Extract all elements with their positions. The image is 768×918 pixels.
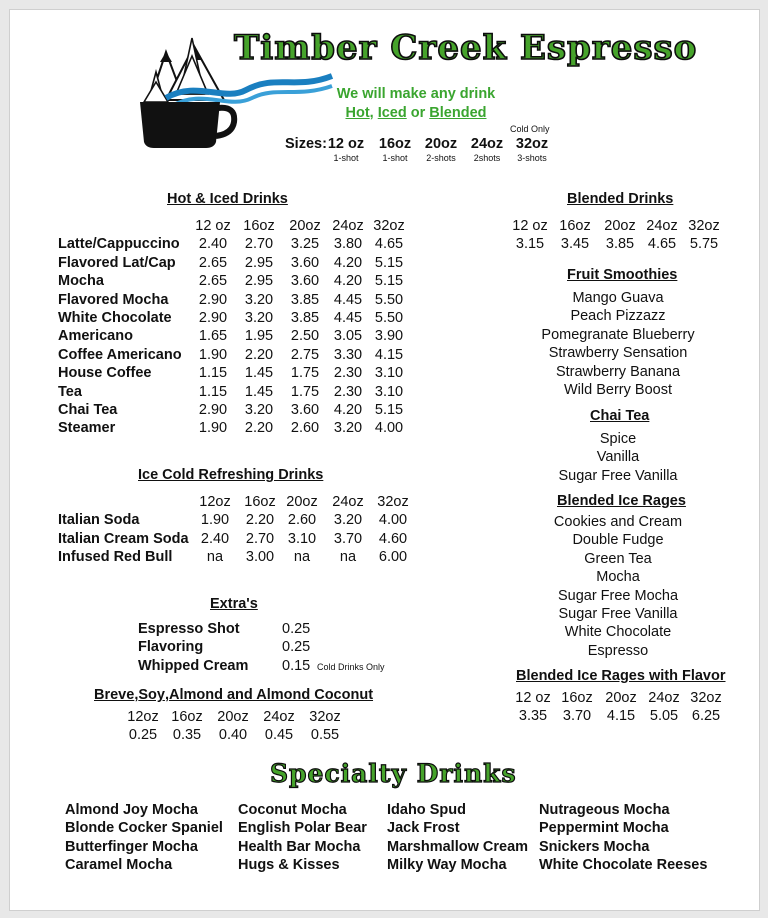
size-option (512, 136, 552, 163)
price-cell: 6.00 (378, 549, 408, 566)
shop-title: Timber Creek Espresso (234, 28, 698, 68)
milk-title (94, 687, 373, 703)
price-cell: 1.90 (200, 512, 230, 529)
drink-name: Infused Red Bull (58, 549, 173, 566)
price-cell: 2.65 (198, 254, 228, 271)
price-cell: na (293, 549, 311, 566)
price-cell: 3.70 (562, 708, 592, 725)
price-cell: 3.25 (290, 236, 320, 253)
price-cell: 3.35 (518, 708, 548, 725)
table-row (58, 402, 428, 420)
price-cell: 3.85 (290, 309, 320, 326)
price-cell: 3.20 (244, 401, 274, 418)
table-row (58, 255, 428, 273)
list-item: Snickers Mocha (539, 838, 650, 855)
size-value: 20oz (424, 136, 458, 152)
price-cell: 5.15 (374, 273, 404, 290)
price-cell: 2.90 (198, 309, 228, 326)
price-row (508, 708, 738, 726)
extras-price: 0.25 (282, 621, 311, 637)
table-header-row (505, 218, 735, 236)
column-header: 24oz (332, 494, 364, 510)
price-cell: 3.85 (290, 291, 320, 308)
drink-name: Tea (58, 383, 82, 400)
extras-title: Extra's (210, 596, 258, 612)
tagline-or: or (406, 105, 430, 121)
drink-name: Italian Soda (58, 512, 140, 529)
size-value: 24oz (470, 136, 504, 152)
price-cell: 2.60 (290, 420, 320, 437)
table-row (58, 236, 428, 254)
list-item: English Polar Bear (238, 820, 367, 837)
price-cell: 2.20 (244, 420, 274, 437)
price-cell: 3.20 (244, 291, 274, 308)
table-row (58, 512, 438, 530)
chai-title: Chai Tea (590, 408, 650, 424)
price-cell: 1.95 (244, 328, 274, 345)
price-cell: 2.90 (198, 291, 228, 308)
price-cell: 4.20 (333, 401, 363, 418)
smoothies-list (518, 289, 718, 399)
list-item: Espresso (587, 642, 649, 659)
extras-row (138, 657, 385, 676)
list-item: Cookies and Cream (553, 514, 683, 530)
list-item: White Chocolate (564, 624, 672, 641)
specialty-title: Specialty Drinks (270, 759, 517, 788)
price-cell: 3.10 (374, 383, 404, 400)
milk-rest: Almond and Almond Coconut (168, 687, 374, 703)
specialty-column (387, 801, 528, 875)
ice-cold-title: Ice Cold Refreshing Drinks (138, 467, 324, 483)
list-item: Sugar Free Mocha (557, 587, 679, 604)
price-cell: 1.90 (198, 346, 228, 363)
hot-iced-title: Hot & Iced Drinks (167, 191, 288, 207)
column-header: 16oz (561, 690, 593, 706)
column-header: 12oz (127, 709, 159, 725)
list-item: Sugar Free Vanilla (558, 606, 678, 623)
drink-name: Chai Tea (58, 401, 118, 418)
extras-name: Whipped Cream (138, 657, 249, 674)
drink-name: Latte/Cappuccino (58, 236, 180, 253)
drink-name: Coffee Americano (58, 346, 182, 363)
price-cell: 2.70 (245, 530, 275, 547)
price-cell: 2.75 (290, 346, 320, 363)
price-cell: 2.65 (198, 273, 228, 290)
tagline-hot: Hot (345, 105, 370, 121)
price-cell: 3.90 (374, 328, 404, 345)
list-item: Wild Berry Boost (564, 382, 672, 399)
ice-rages-title: Blended Ice Rages (557, 493, 686, 509)
column-header: 24oz (332, 218, 364, 234)
price-cell: 0.35 (172, 727, 202, 744)
list-item: Health Bar Mocha (238, 838, 361, 855)
price-cell: 4.65 (374, 236, 404, 253)
price-cell: 1.65 (198, 328, 228, 345)
price-cell: 2.95 (244, 254, 274, 271)
blended-title: Blended Drinks (567, 191, 674, 207)
extras-price: 0.15 (282, 657, 311, 674)
table-row (58, 384, 428, 402)
size-option (467, 136, 507, 163)
size-shots: 2-shots (426, 153, 456, 163)
table-header-row (58, 494, 438, 512)
price-cell: 3.80 (333, 236, 363, 253)
list-item: Mango Guava (572, 290, 664, 306)
drink-name: Flavored Mocha (58, 291, 169, 308)
table-header-row (118, 709, 358, 727)
column-header: 12 oz (515, 690, 551, 706)
price-cell: 5.05 (649, 708, 679, 725)
sizes-label: Sizes: (285, 136, 327, 152)
price-cell: na (339, 549, 357, 566)
price-cell: 3.85 (605, 236, 635, 253)
drink-name: Mocha (58, 273, 104, 290)
column-header: 12 oz (195, 218, 231, 234)
column-header: 32oz (373, 218, 405, 234)
column-header: 16oz (171, 709, 203, 725)
drink-name: Flavored Lat/Cap (58, 254, 176, 271)
column-header: 16oz (244, 494, 276, 510)
column-header: 20oz (217, 709, 249, 725)
drink-name: White Chocolate (58, 309, 172, 326)
column-header: 20oz (605, 690, 637, 706)
price-cell: 4.60 (378, 530, 408, 547)
price-cell: 3.20 (333, 512, 363, 529)
size-shots: 1-shot (333, 153, 359, 163)
size-shots: 3-shots (517, 153, 547, 163)
tagline-line2 (316, 104, 516, 123)
price-cell: 3.05 (333, 328, 363, 345)
price-cell: 0.55 (310, 727, 340, 744)
price-cell: 4.20 (333, 254, 363, 271)
price-cell: 5.50 (374, 309, 404, 326)
drink-name: Steamer (58, 420, 116, 437)
list-item: Blonde Cocker Spaniel (65, 820, 223, 837)
price-cell: 2.40 (198, 236, 228, 253)
ice-rages-flavor-table (508, 690, 738, 727)
table-row (58, 328, 428, 346)
column-header: 16oz (559, 218, 591, 234)
extras-row (138, 621, 378, 639)
size-value: 16oz (378, 136, 412, 152)
table-row (58, 292, 428, 310)
extras-row (138, 639, 378, 657)
price-cell: 2.95 (244, 273, 274, 290)
extras-price: 0.25 (282, 639, 311, 656)
price-cell: 2.30 (333, 383, 363, 400)
milk-soy: Soy (138, 687, 165, 703)
price-cell: 3.00 (245, 549, 275, 566)
milk-sep: , (134, 687, 139, 703)
cold-only-note: Cold Only (510, 124, 550, 134)
list-item: Peppermint Mocha (539, 820, 669, 837)
column-header: 32oz (309, 709, 341, 725)
extras-note: Cold Drinks Only (317, 661, 385, 672)
size-option (375, 136, 415, 163)
price-cell: 4.00 (378, 512, 408, 529)
price-cell: 1.45 (244, 365, 274, 382)
column-header: 16oz (243, 218, 275, 234)
drink-name: Italian Cream Soda (58, 530, 189, 547)
price-cell: 0.25 (128, 727, 158, 744)
price-cell: 2.30 (333, 365, 363, 382)
list-item: Spice (599, 431, 637, 447)
tagline (316, 85, 516, 123)
price-cell: 1.45 (244, 383, 274, 400)
price-cell: 3.10 (374, 365, 404, 382)
list-item: Caramel Mocha (65, 857, 173, 874)
price-cell: 2.20 (245, 512, 275, 529)
extras-name: Espresso Shot (138, 621, 240, 637)
tagline-iced: Iced (377, 105, 407, 121)
price-cell: 3.45 (560, 236, 590, 253)
price-row (505, 236, 735, 254)
price-cell: 3.70 (333, 530, 363, 547)
price-cell: 3.15 (515, 236, 545, 253)
price-cell: 3.20 (333, 420, 363, 437)
price-cell: 5.15 (374, 254, 404, 271)
list-item: Hugs & Kisses (238, 857, 340, 874)
price-cell: 2.20 (244, 346, 274, 363)
column-header: 20oz (604, 218, 636, 234)
price-cell: 4.20 (333, 273, 363, 290)
specialty-column (65, 801, 223, 875)
column-header: 12oz (199, 494, 231, 510)
price-cell: 1.15 (198, 365, 228, 382)
list-item: Pomegranate Blueberry (541, 326, 695, 343)
price-cell: 1.90 (198, 420, 228, 437)
price-cell: 3.10 (287, 530, 317, 547)
price-cell: 4.15 (374, 346, 404, 363)
tagline-blended: Blended (429, 105, 487, 121)
table-row (58, 310, 428, 328)
chai-list (518, 430, 718, 485)
price-cell: 3.30 (333, 346, 363, 363)
list-item: Strawberry Banana (555, 363, 681, 380)
table-row (58, 365, 428, 383)
milk-sep-2: , (164, 687, 169, 703)
price-row (118, 727, 358, 745)
milk-table (118, 709, 358, 746)
hot-iced-rows (58, 236, 428, 438)
tagline-line1: We will make any drink (336, 86, 496, 102)
smoothies-title: Fruit Smoothies (567, 267, 678, 283)
list-item: Almond Joy Mocha (65, 802, 198, 818)
tagline-comma: , (369, 105, 378, 121)
price-cell: 0.45 (264, 727, 294, 744)
list-item: White Chocolate Reeses (539, 857, 708, 874)
list-item: Jack Frost (387, 820, 460, 837)
column-header: 20oz (286, 494, 318, 510)
price-cell: 5.75 (689, 236, 719, 253)
specialty-column (539, 801, 707, 875)
price-cell: 1.75 (290, 383, 320, 400)
price-cell: 3.60 (290, 254, 320, 271)
price-cell: na (206, 549, 224, 566)
list-item: Milky Way Mocha (387, 857, 507, 874)
ice-rages-flavor-title: Blended Ice Rages with Flavor (516, 668, 726, 684)
size-value: 32oz (515, 136, 549, 152)
price-cell: 4.65 (647, 236, 677, 253)
column-header: 24oz (263, 709, 295, 725)
table-header-row (508, 690, 738, 708)
table-row (58, 347, 428, 365)
price-cell: 0.40 (218, 727, 248, 744)
column-header: 24oz (646, 218, 678, 234)
extras-name: Flavoring (138, 639, 204, 656)
ice-rages-list (518, 513, 718, 660)
list-item: Coconut Mocha (238, 802, 347, 818)
size-shots: 1-shot (382, 153, 408, 163)
price-cell: 2.50 (290, 328, 320, 345)
specialty-column (238, 801, 367, 875)
column-header: 32oz (690, 690, 722, 706)
size-shots: 2shots (473, 153, 501, 163)
price-cell: 3.60 (290, 401, 320, 418)
price-cell: 4.00 (374, 420, 404, 437)
list-item: Marshmallow Cream (387, 838, 529, 855)
price-cell: 4.45 (333, 309, 363, 326)
price-cell: 2.60 (287, 512, 317, 529)
ice-cold-table (58, 494, 438, 568)
column-header: 24oz (648, 690, 680, 706)
drink-name: Americano (58, 328, 133, 345)
extras-list (138, 621, 385, 676)
price-cell: 3.20 (244, 309, 274, 326)
price-cell: 5.50 (374, 291, 404, 308)
size-option (326, 136, 366, 163)
price-cell: 2.90 (198, 401, 228, 418)
list-item: Double Fudge (572, 532, 664, 549)
hot-iced-table (58, 218, 428, 439)
list-item: Vanilla (596, 449, 640, 466)
column-header: 20oz (289, 218, 321, 234)
drink-name: House Coffee (58, 365, 152, 382)
price-cell: 4.15 (606, 708, 636, 725)
price-cell: 2.40 (200, 530, 230, 547)
list-item: Strawberry Sensation (548, 345, 688, 362)
price-cell: 6.25 (691, 708, 721, 725)
list-item: Peach Pizzazz (570, 308, 666, 325)
milk-breve: Breve (94, 687, 135, 703)
list-item: Nutrageous Mocha (539, 802, 670, 818)
list-item: Mocha (596, 569, 640, 586)
table-row (58, 420, 428, 438)
table-header-row (58, 218, 428, 236)
price-cell: 2.70 (244, 236, 274, 253)
table-row (58, 531, 438, 549)
column-header: 32oz (377, 494, 409, 510)
price-cell: 1.15 (198, 383, 228, 400)
price-cell: 4.45 (333, 291, 363, 308)
price-cell: 1.75 (290, 365, 320, 382)
list-item: Butterfinger Mocha (65, 838, 198, 855)
list-item: Idaho Spud (387, 802, 466, 818)
list-item: Sugar Free Vanilla (558, 467, 678, 484)
list-item: Green Tea (584, 550, 652, 567)
table-row (58, 549, 438, 567)
column-header: 32oz (688, 218, 720, 234)
column-header: 12 oz (512, 218, 548, 234)
size-value: 12 oz (327, 136, 365, 152)
blended-table (505, 218, 735, 255)
price-cell: 3.60 (290, 273, 320, 290)
price-cell: 5.15 (374, 401, 404, 418)
ice-cold-rows (58, 512, 438, 567)
size-option (421, 136, 461, 163)
table-row (58, 273, 428, 291)
